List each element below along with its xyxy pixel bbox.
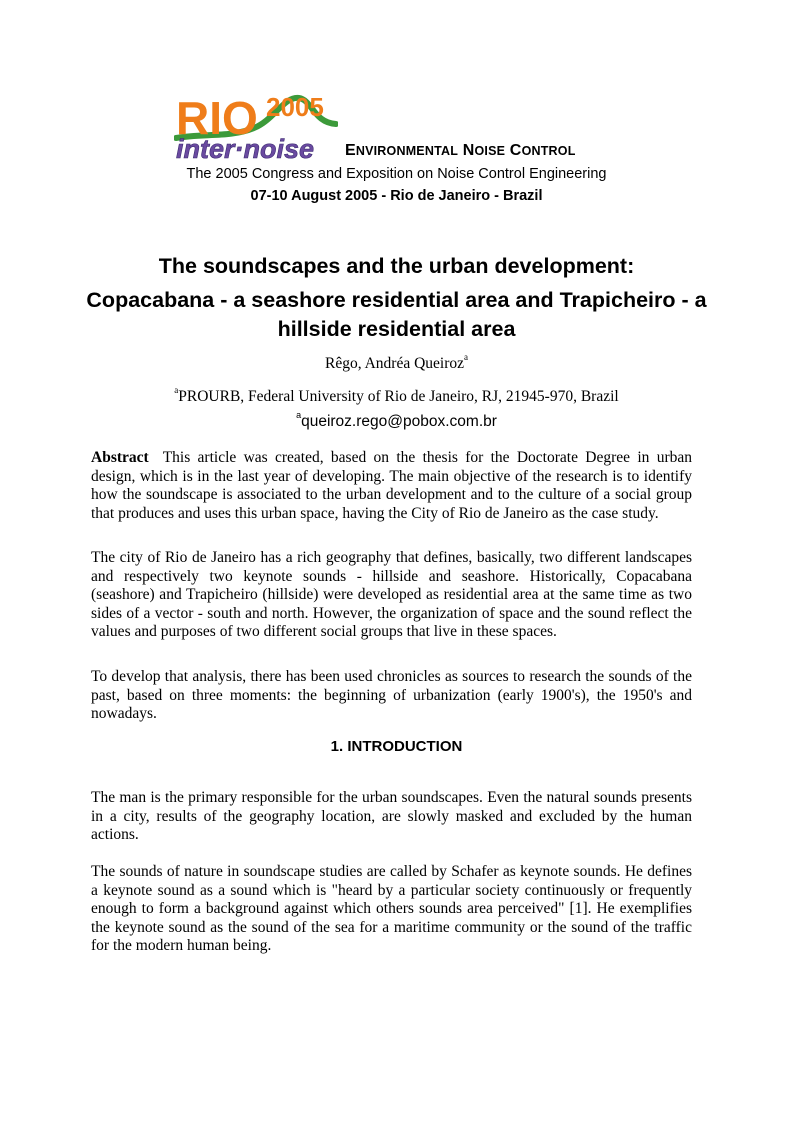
conference-title-initial: N: [462, 142, 475, 159]
logo-year-text: 2005: [266, 92, 324, 122]
conference-title-initial: E: [345, 142, 356, 159]
abstract-paragraph: [91, 449, 692, 523]
internoise-logo-graphic: [174, 78, 338, 162]
paper-title-line2: Copacabana - a seashore residential area and Trapicheiro - a hillside residential area: [86, 288, 707, 341]
author-email[interactable]: queiroz.rego@pobox.com.br: [301, 413, 497, 430]
introduction-paragraph: The sounds of nature in soundscape studies are called by Schafer as keynote sounds. He defines a keynote sound as a sound which is "heard by a particular society continuously or frequently enough to form a background against which others sounds area perceived" [1]. He exemplifies the keynote sound as the sound of the sea for a maritime community or the sound of the traffic for the modern human being.: [91, 863, 692, 955]
author-line: [0, 352, 793, 373]
internoise-logo: [174, 78, 338, 162]
conference-title-rest: OISE: [474, 144, 506, 158]
conference-title: [345, 142, 576, 160]
abstract-text: This article was created, based on the thesis for the Doctorate Degree in urban design, which is in the last year of developing. The main objective of the research is to identify how the soundscape is associated to the urban development and to the culture of a social group that produces and uses this urban space, having the City of Rio de Janeiro as the case study.: [91, 449, 692, 522]
section-heading-introduction: 1. INTRODUCTION: [330, 738, 463, 755]
paper-title: [60, 252, 733, 344]
email-superscript: a: [296, 410, 302, 420]
author-superscript: a: [464, 352, 469, 362]
affiliation-line: [0, 385, 793, 406]
abstract-paragraph: The city of Rio de Janeiro has a rich geography that defines, basically, two different landscapes and respectively two keynote sounds - hillside and seashore. Historically, Copacabana (seashore) and Trapicheiro (hillside) were developed as residential area at the same time as two sides of a vector - south and north. However, the organization of space and the sound reflect the values and purposes of two different social groups that live in these spaces.: [91, 549, 692, 641]
conference-title-initial: C: [509, 142, 522, 159]
logo-rio-text: RIO: [176, 92, 258, 144]
logo-internoise-text: inter·noise: [176, 134, 315, 162]
email-line: [0, 410, 793, 431]
affiliation-superscript: a: [174, 385, 179, 395]
affiliation-text: PROURB, Federal University of Rio de Janeiro, RJ, 21945-970, Brazil: [178, 388, 619, 405]
author-name: Rêgo, Andréa Queiroz: [324, 355, 465, 372]
abstract-paragraph: To develop that analysis, there has been used chronicles as sources to research the sounds of the past, based on three moments: the beginning of urbanization (early 1900's), the 1950's and nowadays.: [91, 668, 692, 723]
conference-subtitle: The 2005 Congress and Exposition on Noise Control Engineering: [186, 166, 607, 182]
conference-title-rest: NVIRONMENTAL: [355, 144, 459, 158]
conference-dateline: 07-10 August 2005 - Rio de Janeiro - Brazil: [250, 188, 543, 204]
paper-title-line1: The soundscapes and the urban development:: [158, 254, 635, 278]
abstract-label: Abstract: [91, 449, 149, 466]
conference-title-rest: ONTROL: [521, 144, 576, 158]
introduction-paragraph: The man is the primary responsible for the urban soundscapes. Even the natural sounds presents in a city, results of the geography location, are slowly masked and excluded by the human actions.: [91, 789, 692, 844]
